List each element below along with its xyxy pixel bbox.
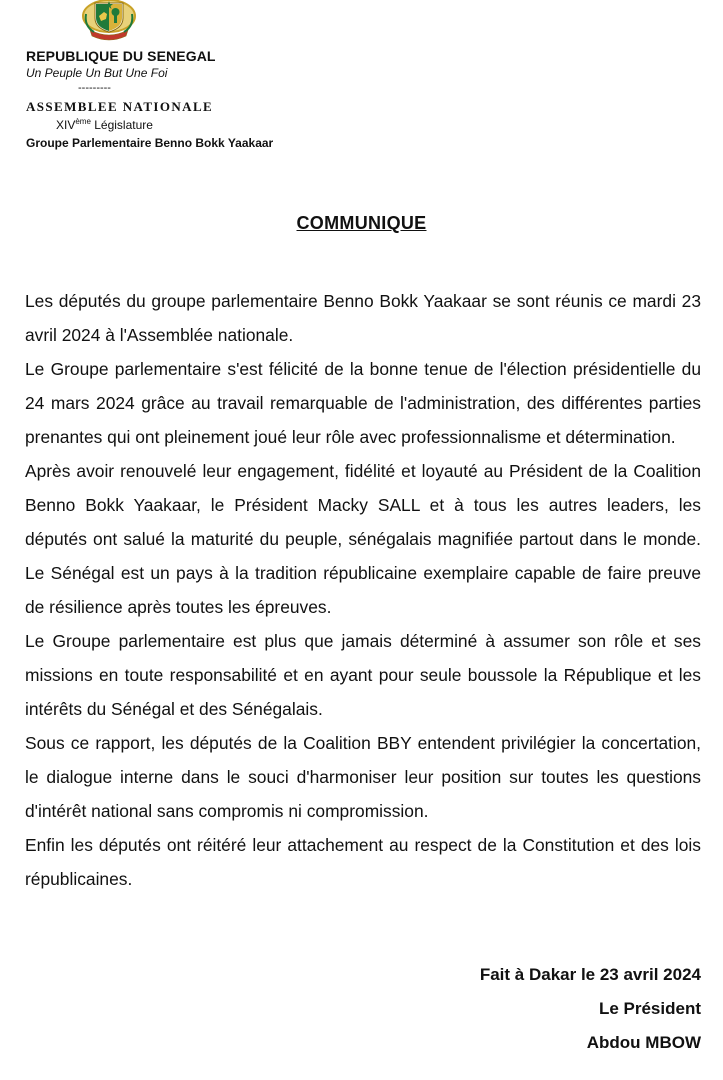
header-separator: ---------	[78, 82, 111, 94]
legislature-ordinal: ème	[75, 117, 91, 126]
place-date: Fait à Dakar le 23 avril 2024	[479, 965, 701, 984]
parliamentary-group: Groupe Parlementaire Benno Bokk Yaakaar	[26, 136, 274, 150]
letterhead	[26, 47, 426, 152]
page-title: COMMUNIQUE	[296, 213, 427, 233]
signature-block	[480, 958, 701, 1060]
paragraph: Après avoir renouvelé leur engagement, fidélité et loyauté au Président de la Coalition Benno Bokk Yaakaar, le Président Macky SALL et à tous les autres leaders, les députés ont salué la maturité du peuple, sénégalais magnifiée partout dans le monde. Le Sénégal est un pays à la tradition républicaine exemplaire capable de faire preuve de résilience après toutes les épreuves.	[25, 461, 701, 617]
communique-body	[25, 284, 701, 896]
paragraph: Les députés du groupe parlementaire Benno Bokk Yaakaar se sont réunis ce mardi 23 avril 2024 à l'Assemblée nationale.	[25, 291, 701, 345]
national-motto: Un Peuple Un But Une Foi	[26, 66, 168, 80]
paragraph: Le Groupe parlementaire est plus que jamais déterminé à assumer son rôle et ses missions en toute responsabilité et en ayant pour seule boussole la République et les intérêts du Sénégal et des Sénégalais.	[25, 631, 701, 719]
legislature-word: Législature	[90, 118, 153, 132]
signatory-role: Le Président	[598, 999, 701, 1018]
country-name: REPUBLIQUE DU SENEGAL	[26, 48, 216, 64]
legislature-label	[56, 116, 426, 134]
paragraph: Sous ce rapport, les députés de la Coalition BBY entendent privilégier la concertation, le dialogue interne dans le souci d'harmoniser leur position sur toutes les questions d'intérêt national sans compromis ni compromission.	[25, 733, 701, 821]
paragraph: Enfin les députés ont réitéré leur attachement au respect de la Constitution et des lois républicaines.	[25, 835, 701, 889]
legislature-number: XIV	[56, 118, 76, 132]
paragraph: Le Groupe parlementaire s'est félicité de la bonne tenue de l'élection présidentielle du 24 mars 2024 grâce au travail remarquable de l'administration, des différentes parties prenantes qui ont pleinement joué leur rôle avec professionnalisme et détermination.	[25, 359, 701, 447]
signatory-name: Abdou MBOW	[586, 1033, 701, 1052]
senegal-coat-of-arms-icon	[80, 0, 138, 42]
assembly-name: ASSEMBLEE NATIONALE	[26, 99, 214, 114]
